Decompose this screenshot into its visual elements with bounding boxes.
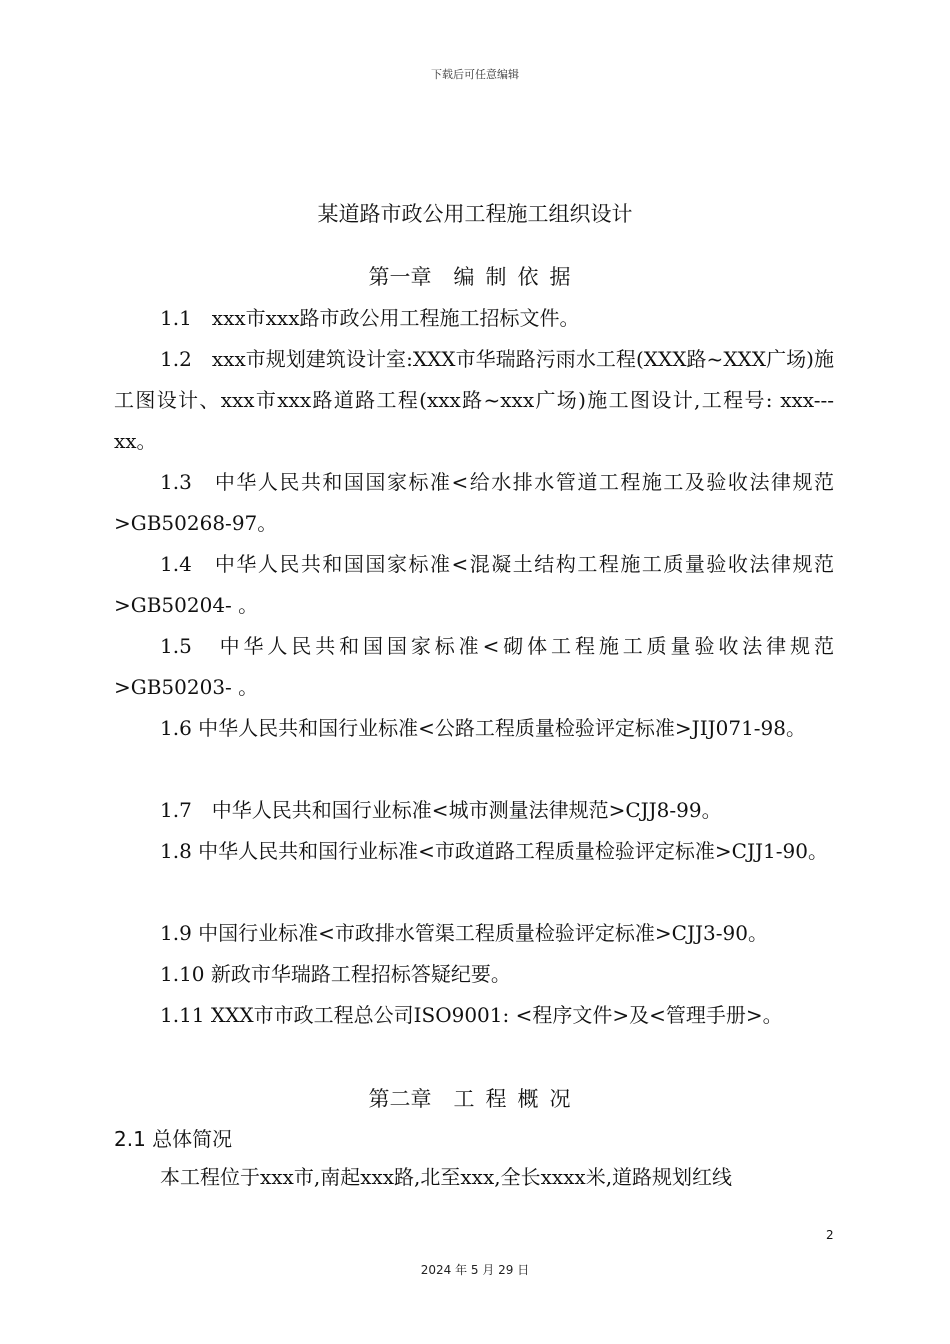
chapter-2-name: 工程概况 bbox=[453, 1087, 582, 1111]
item-1-8: 1.8 中华人民共和国行业标准<市政道路工程质量检验评定标准>CJJ1-90。 bbox=[160, 839, 828, 863]
chapter-2-heading bbox=[0, 1083, 950, 1113]
page-number: 2 bbox=[826, 1228, 834, 1242]
page-footer-date: 2024 年 5 月 29 日 bbox=[420, 1263, 530, 1277]
item-1-6: 1.6 中华人民共和国行业标准<公路工程质量检验评定标准>JIJ071-98。 bbox=[160, 716, 806, 740]
item-1-2: 1.2 xxx市规划建筑设计室:XXX市华瑞路污雨水工程(XXX路~XXX广场)施工图设计、xxx市xxx路道路工程(xxx路~xxx广场)施工图设计,工程号: xxx---xx。 bbox=[114, 347, 834, 453]
item-1-7: 1.7 中华人民共和国行业标准<城市测量法律规范>CJJ8-99。 bbox=[160, 798, 722, 822]
chapter-1-label: 第一章 bbox=[368, 265, 432, 289]
item-1-10: 1.10 新政市华瑞路工程招标答疑纪要。 bbox=[160, 962, 511, 986]
item-1-1: 1.1 xxx市xxx路市政公用工程施工招标文件。 bbox=[160, 306, 580, 330]
item-1-3: 1.3 中华人民共和国国家标准<给水排水管道工程施工及验收法律规范>GB50268-97。 bbox=[114, 470, 834, 535]
chapter-2-label: 第二章 bbox=[368, 1087, 432, 1111]
overview-paragraph: 本工程位于xxx市,南起xxx路,北至xxx,全长xxxx米,道路规划红线 bbox=[160, 1165, 733, 1189]
item-1-9: 1.9 中国行业标准<市政排水管渠工程质量检验评定标准>CJJ3-90。 bbox=[160, 921, 768, 945]
page-header: 下载后可任意编辑 bbox=[431, 68, 519, 81]
item-1-11: 1.11 XXX市市政工程总公司ISO9001: <程序文件>及<管理手册>。 bbox=[160, 1003, 783, 1027]
chapter-1-heading bbox=[0, 261, 950, 291]
section-2-1-heading: 2.1 总体简况 bbox=[114, 1127, 233, 1151]
chapter-1-name: 编制依据 bbox=[453, 265, 582, 289]
document-title: 某道路市政公用工程施工组织设计 bbox=[317, 202, 633, 226]
item-1-4: 1.4 中华人民共和国国家标准<混凝土结构工程施工质量验收法律规范>GB50204- 。 bbox=[114, 552, 834, 617]
item-1-5: 1.5 中华人民共和国国家标准<砌体工程施工质量验收法律规范>GB50203- 。 bbox=[114, 634, 834, 699]
